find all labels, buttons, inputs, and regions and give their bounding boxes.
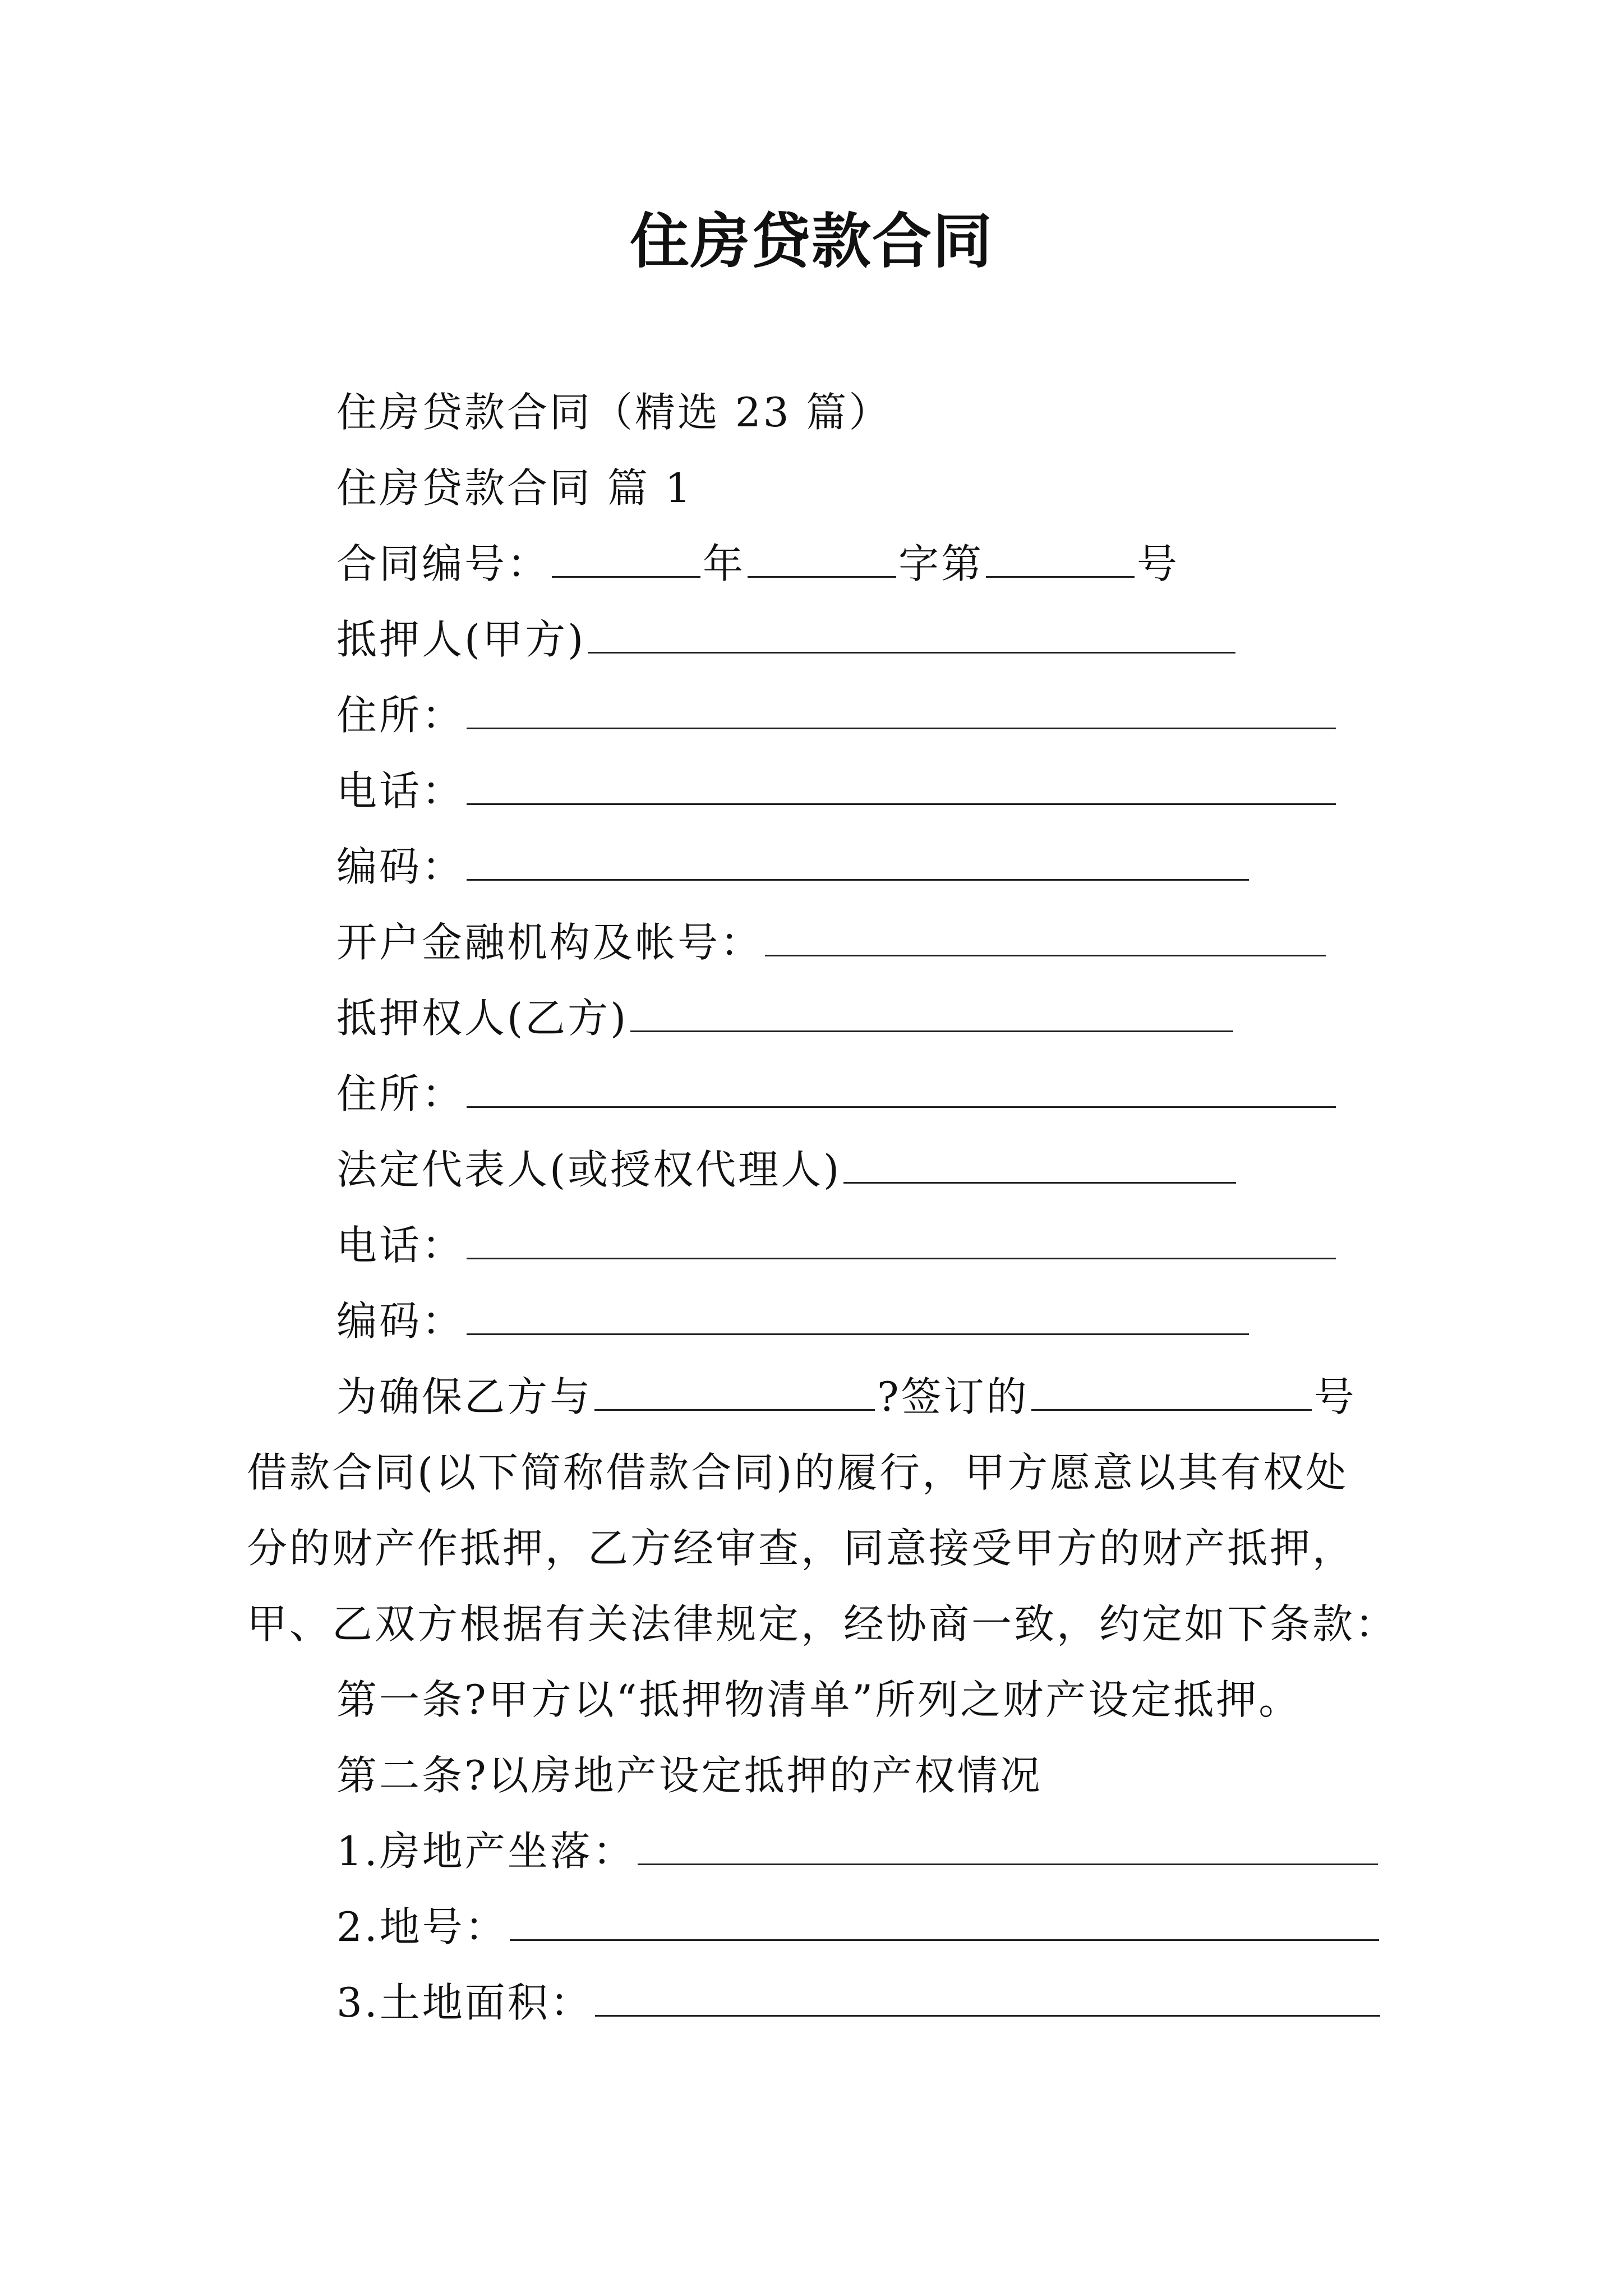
contract-number-blank bbox=[986, 537, 1135, 578]
legal-rep-line bbox=[336, 1142, 1238, 1198]
intro-line-4: 甲、乙双方根据有关法律规定，经协商一致，约定如下条款： bbox=[247, 1600, 1398, 1648]
party-b-phone-blank bbox=[467, 1218, 1336, 1259]
party-a-address-label: 住所： bbox=[336, 692, 465, 739]
contract-char-text: 字第 bbox=[898, 540, 984, 587]
party-b-postcode-line bbox=[336, 1293, 1251, 1349]
document-subtitle: 住房贷款合同（精选 23 篇） bbox=[336, 389, 892, 436]
party-b-postcode-label: 编码： bbox=[336, 1297, 465, 1345]
intro-part-2: ?签订的 bbox=[877, 1373, 1029, 1420]
document-title: 住房贷款合同 bbox=[630, 206, 993, 276]
item-3-label: 3.土地面积： bbox=[336, 1979, 593, 2026]
contract-number-suffix: 号 bbox=[1137, 540, 1180, 587]
item-3-blank bbox=[595, 1976, 1380, 2017]
article-1: 第一条?甲方以“抵押物清单”所列之财产设定抵押。 bbox=[336, 1676, 1302, 1723]
party-a-phone-line bbox=[336, 763, 1338, 819]
mortgagee-label: 抵押权人(乙方) bbox=[336, 995, 629, 1042]
contract-year-blank bbox=[552, 537, 700, 578]
bank-account-label: 开户金融机构及帐号： bbox=[336, 919, 763, 966]
party-a-postcode-line bbox=[336, 839, 1251, 895]
party-a-postcode-label: 编码： bbox=[336, 843, 465, 890]
intro-line-3: 分的财产作抵押，乙方经审查，同意接受甲方的财产抵押， bbox=[247, 1525, 1355, 1572]
mortgagee-line bbox=[336, 990, 1235, 1046]
intro-line-2: 借款合同(以下简称借款合同)的履行，甲方愿意以其有权处 bbox=[247, 1449, 1349, 1496]
intro-part-1: 为确保乙方与 bbox=[336, 1373, 593, 1420]
intro-party-blank bbox=[594, 1370, 875, 1411]
party-b-postcode-blank bbox=[467, 1294, 1249, 1335]
party-b-address-blank bbox=[467, 1067, 1336, 1108]
party-a-address-blank bbox=[467, 688, 1336, 729]
party-b-address-label: 住所： bbox=[336, 1070, 465, 1117]
intro-contract-no-blank bbox=[1031, 1370, 1312, 1411]
intro-part-3: 号 bbox=[1313, 1373, 1357, 1420]
party-a-address-line bbox=[336, 687, 1338, 743]
item-3-line bbox=[336, 1975, 1382, 2031]
party-b-address-line bbox=[336, 1066, 1338, 1122]
mortgagor-line bbox=[336, 611, 1238, 668]
item-1-label: 1.房地产坐落： bbox=[336, 1828, 635, 1875]
item-2-line bbox=[336, 1899, 1381, 1955]
contract-char-blank bbox=[748, 537, 896, 578]
party-a-postcode-blank bbox=[467, 840, 1249, 881]
contract-number-label: 合同编号： bbox=[336, 540, 550, 587]
mortgagor-blank bbox=[588, 613, 1235, 654]
legal-rep-blank bbox=[843, 1143, 1236, 1184]
bank-account-line bbox=[336, 914, 1328, 970]
party-a-phone-blank bbox=[467, 764, 1336, 805]
party-b-phone-line bbox=[336, 1217, 1338, 1273]
contract-year-text: 年 bbox=[703, 540, 746, 587]
item-1-line bbox=[336, 1823, 1380, 1879]
party-b-phone-label: 电话： bbox=[336, 1222, 465, 1269]
contract-number-line bbox=[336, 536, 1179, 592]
legal-rep-label: 法定代表人(或授权代理人) bbox=[336, 1146, 842, 1193]
item-2-blank bbox=[510, 1900, 1379, 1941]
mortgagor-label: 抵押人(甲方) bbox=[336, 616, 586, 663]
section-heading: 住房贷款合同 篇 1 bbox=[336, 464, 693, 512]
party-a-phone-label: 电话： bbox=[336, 767, 465, 815]
bank-account-blank bbox=[765, 915, 1326, 956]
item-2-label: 2.地号： bbox=[336, 1903, 508, 1950]
article-2: 第二条?以房地产设定抵押的产权情况 bbox=[336, 1752, 1043, 1799]
intro-line-1 bbox=[336, 1369, 1357, 1425]
item-1-blank bbox=[638, 1824, 1378, 1865]
mortgagee-blank bbox=[630, 991, 1233, 1032]
